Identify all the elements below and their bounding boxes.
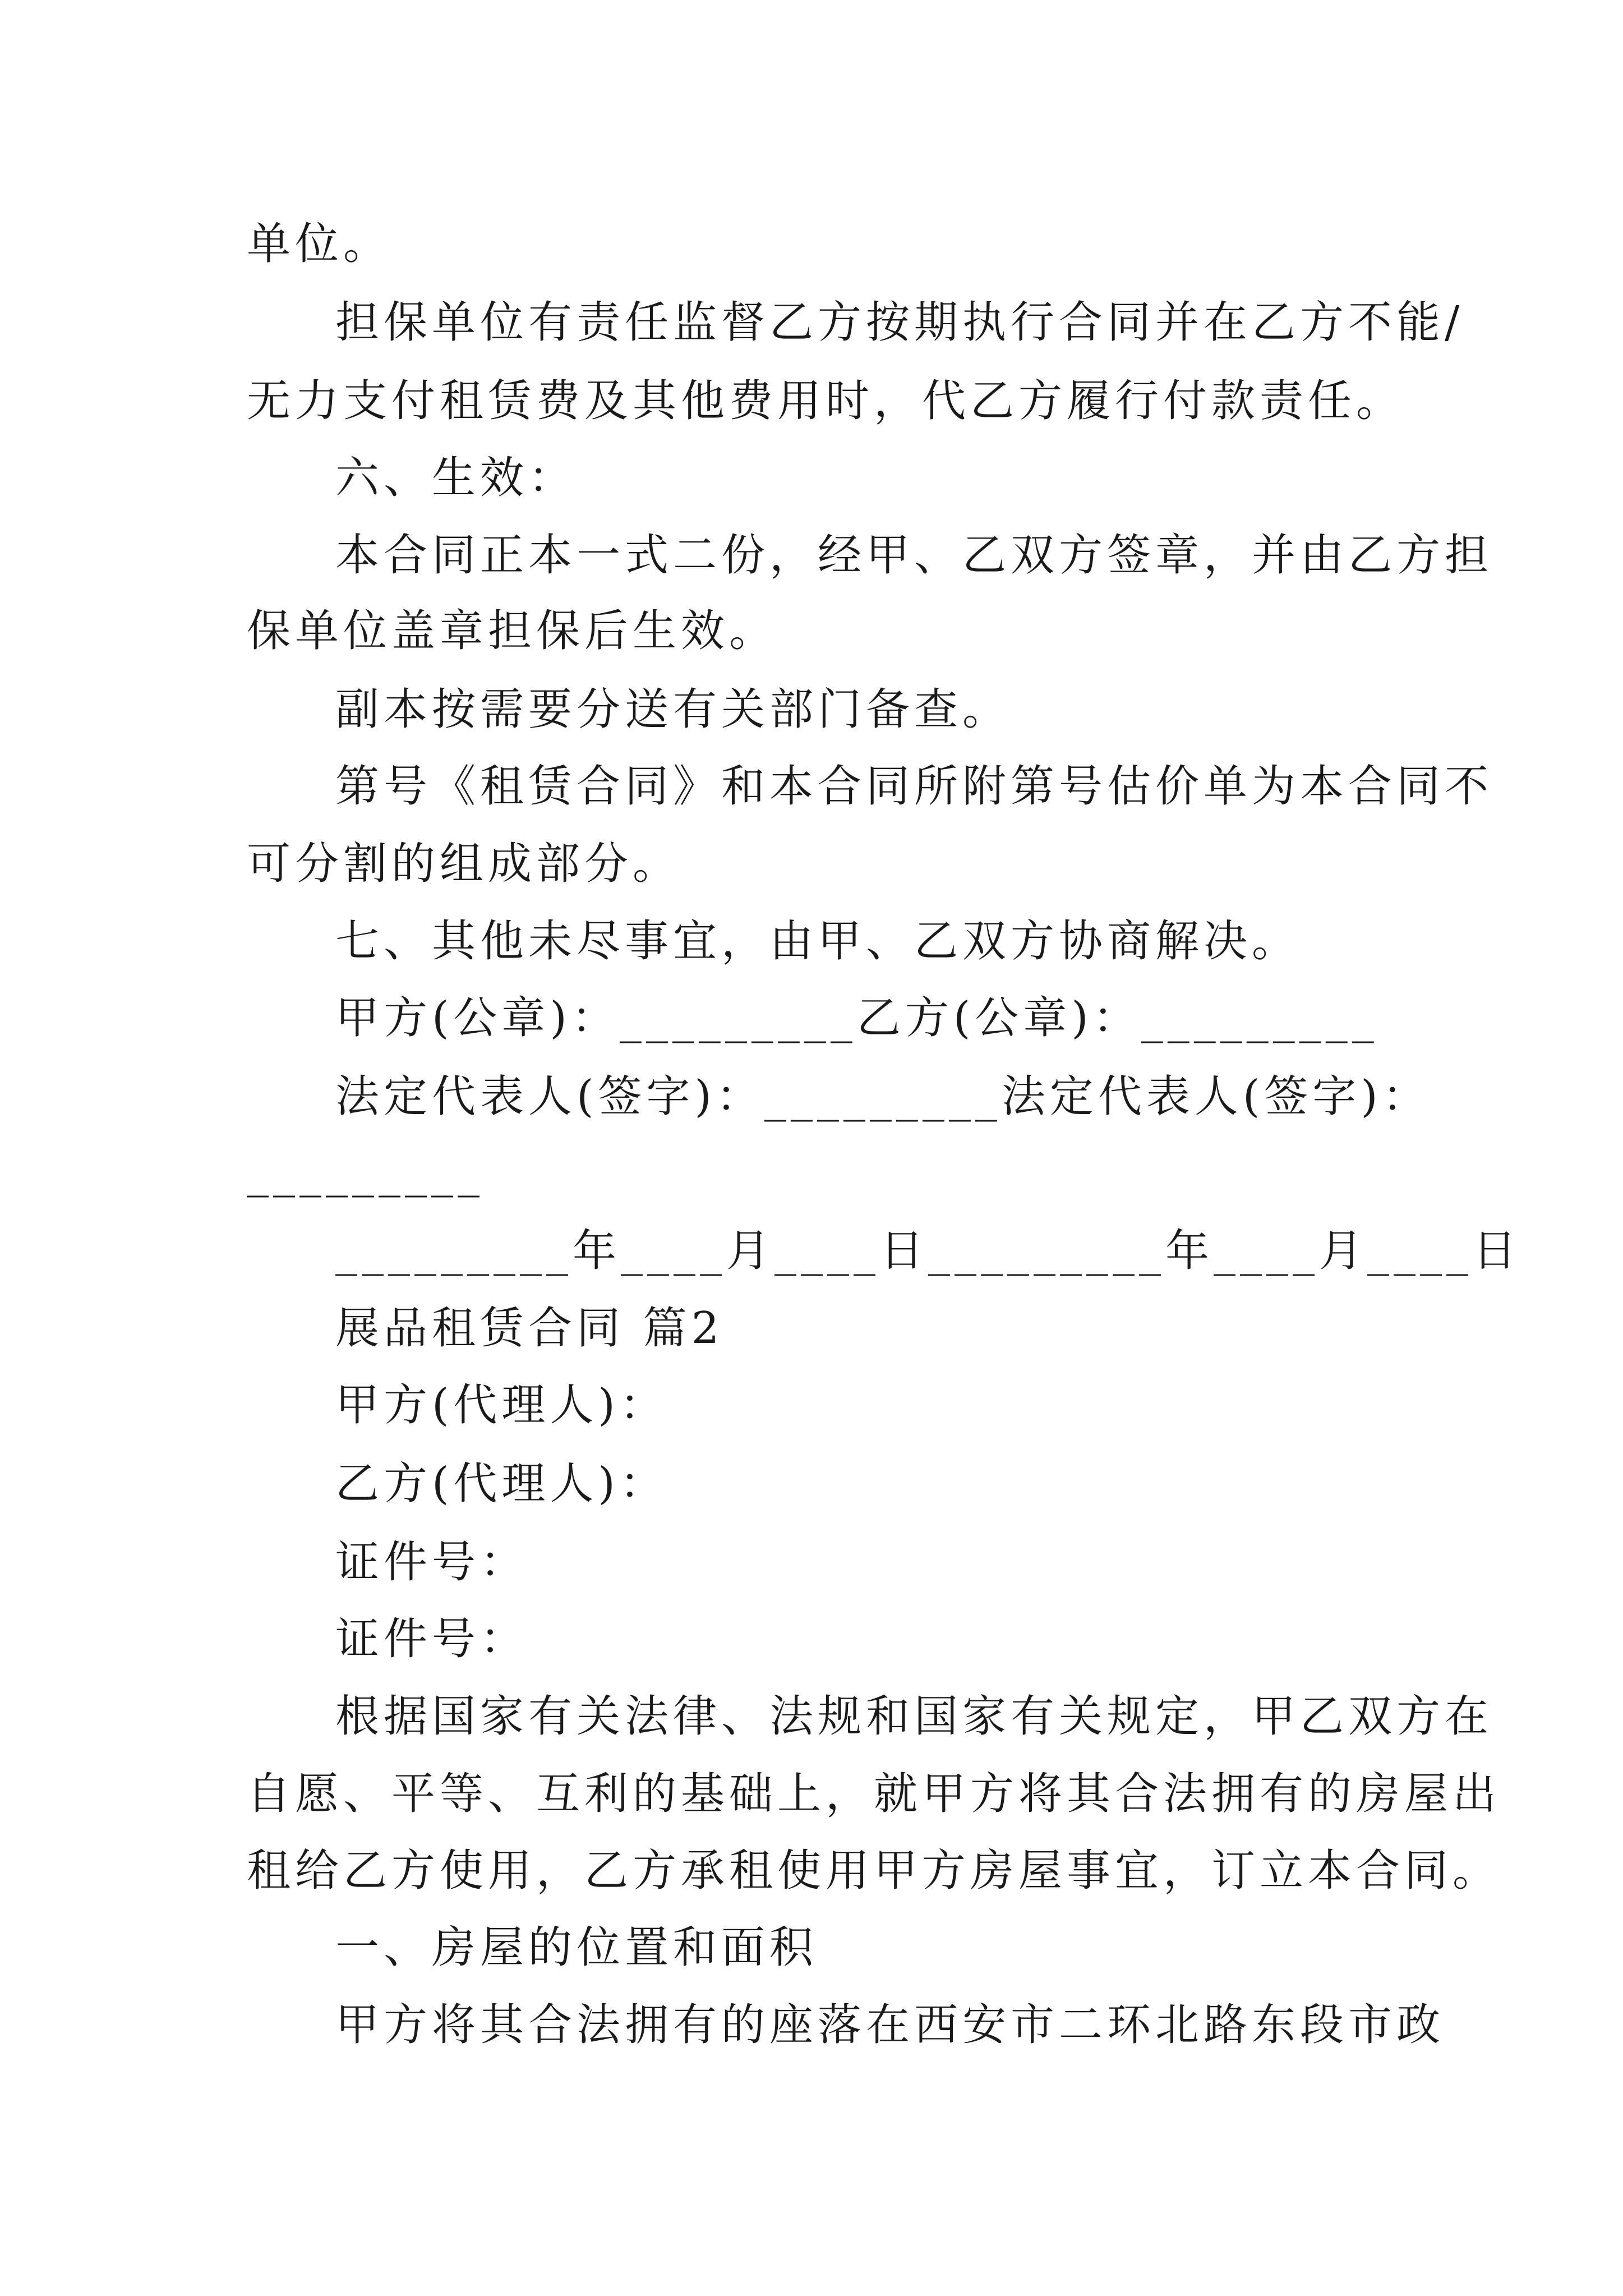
text-line: 甲方将其合法拥有的座落在西安市二环北路东段市政 <box>335 2000 1445 2050</box>
text-line: 担保单位有责任监督乙方按期执行合同并在乙方不能/ <box>335 297 1464 348</box>
document-title: 展品租赁合同 篇2 <box>335 1303 724 1354</box>
text-line: 单位。 <box>247 219 392 269</box>
signature-blank: _________ <box>247 1147 484 1198</box>
text-line: 保单位盖章担保后生效。 <box>247 606 778 656</box>
id-number-field: 证件号： <box>335 1614 529 1664</box>
date-line: _________年____月____日_________年____月____日 <box>335 1226 1521 1276</box>
party-b-field: 乙方(代理人)： <box>335 1458 668 1509</box>
id-number-field: 证件号： <box>335 1537 529 1588</box>
section-heading: 六、生效： <box>335 453 577 503</box>
signature-line-representative: 法定代表人(签字)：_________法定代表人(签字)： <box>335 1071 1431 1122</box>
text-line: 第号《租赁合同》和本合同所附第号估价单为本合同不 <box>335 761 1493 812</box>
text-line: 本合同正本一式二份，经甲、乙双方签章，并由乙方担 <box>335 530 1493 581</box>
text-line: 副本按需要分送有关部门备查。 <box>335 684 1011 735</box>
party-a-field: 甲方(代理人)： <box>335 1380 668 1430</box>
section-heading: 一、房屋的位置和面积 <box>335 1922 818 1973</box>
text-line: 可分割的组成部分。 <box>247 839 681 889</box>
section-heading: 七、其他未尽事宜，由甲、乙双方协商解决。 <box>335 916 1301 967</box>
text-line: 自愿、平等、互利的基础上，就甲方将其合法拥有的房屋出 <box>247 1769 1501 1819</box>
text-line: 根据国家有关法律、法规和国家有关规定，甲乙双方在 <box>335 1691 1493 1742</box>
text-line: 无力支付租赁费及其他费用时，代乙方履行付款责任。 <box>247 376 1405 426</box>
signature-line-party-a: 甲方(公章)：_________乙方(公章)：_________ <box>335 993 1378 1043</box>
text-line: 租给乙方使用，乙方承租使用甲方房屋事宜，订立本合同。 <box>247 1846 1501 1896</box>
